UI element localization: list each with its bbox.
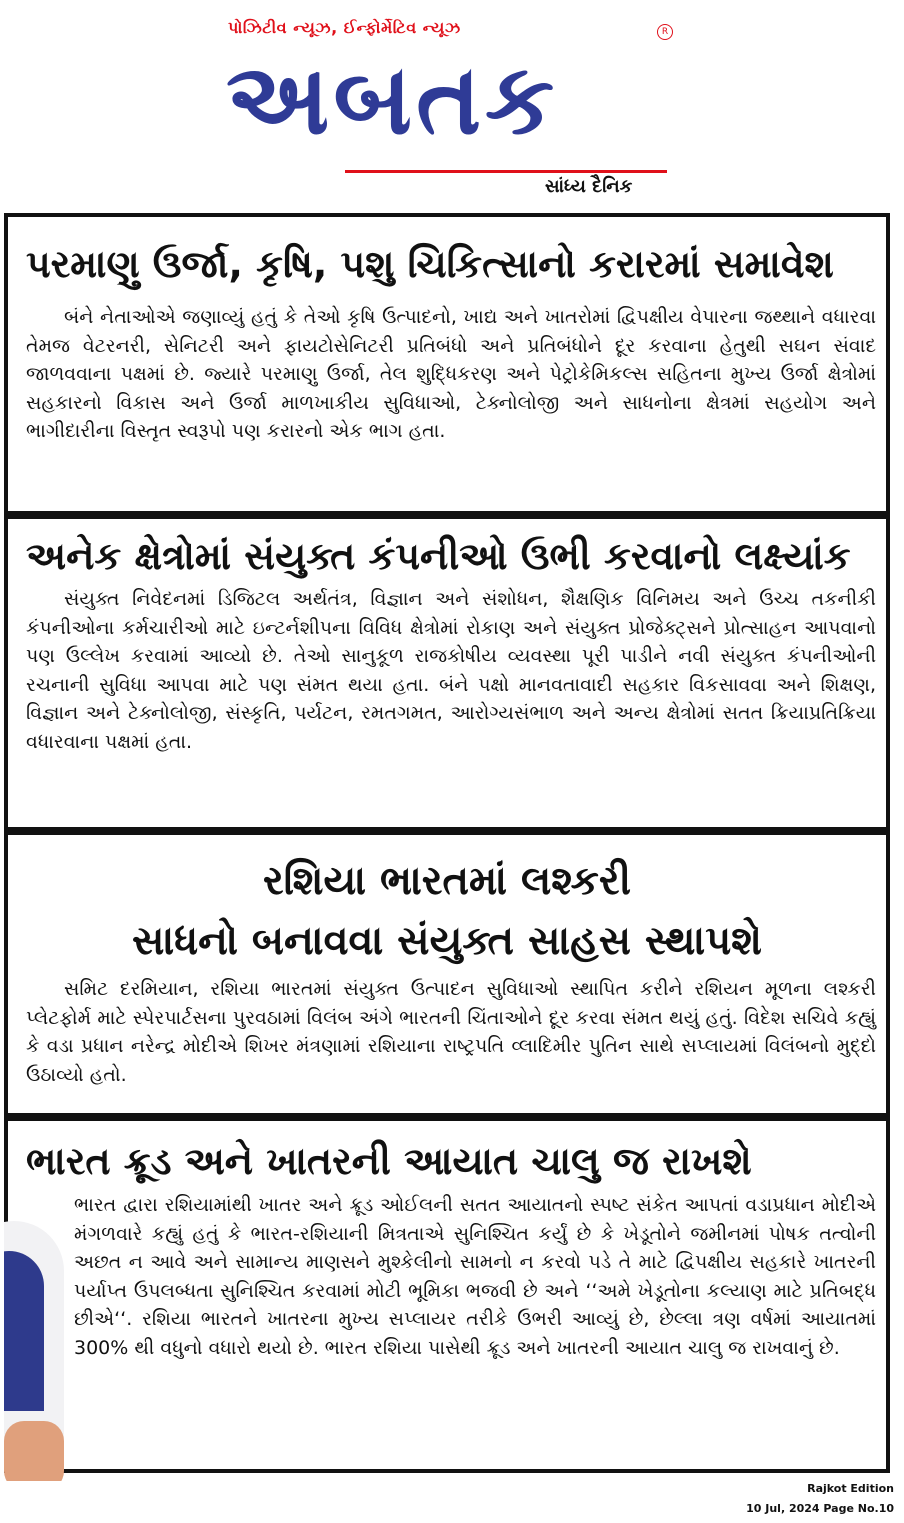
article-body: સમિટ દરમિયાન, રશિયા ભારતમાં સંયુક્ત ઉત્પાદન સુવિધાઓ સ્થાપિત કરીને રશિયન મૂળના લશ્કરી પ્લેટફોર્મ માટે સ્પેરપાર્ટસના પુરવઠામાં વિલંબ અંગે ભારતની ચિંતાઓને દૂર કરવા સંમત થયું હતું. વિદેશ સચિવે કહ્યું કે વડા પ્રધાન નરેન્દ્ર મોદીએ શિખર મંત્રણામાં રશિયાના રાષ્ટ્રપતિ વ્લાદિમીર પુતિન સાથે સપ્લાયમાં વિલંબનો મુદ્દો ઉઠાવ્યો હતો. — [26, 978, 876, 1086]
masthead — [0, 0, 904, 205]
article-crude-fertilizer — [4, 1117, 890, 1473]
article-headline: અનેક ક્ષેત્રોમાં સંયુક્ત કંપનીઓ ઉભી કરવાનો લક્ષ્યાંક — [26, 534, 851, 578]
article-headline: પરમાણુ ઉર્જા, કૃષિ, પશુ ચિકિત્સાનો કરારમાં સમાવેશ — [26, 242, 834, 286]
leader-photo — [4, 1221, 72, 1481]
article-body: બંને નેતાઓએ જણાવ્યું હતું કે તેઓ કૃષિ ઉત્પાદનો, ખાદ્ય અને ખાતરોમાં દ્વિપક્ષીય વેપારના જથ્થાને વધારવા તેમજ વેટરનરી, સેનિટરી અને ફાયટોસેનિટરી પ્રતિબંધો અને પ્રતિબંધોને દૂર કરવાના હેતુથી સઘન સંવાદ જાળવવાના પક્ષમાં છે. જ્યારે પરમાણુ ઉર્જા, તેલ શુદ્ધિકરણ અને પેટ્રોકેમિકલ્સ સહિતના મુખ્ય ઉર્જા ક્ષેત્રોમાં સહકારનો વિકાસ અને ઉર્જા માળખાકીય સુવિધાઓ, ટેક્નોલોજી અને સાધનોના ક્ષેત્રમાં સહયોગ અને ભાગીદારીના વિસ્તૃત સ્વરૂપો પણ કરારનો એક ભાગ હતા. — [26, 306, 876, 442]
edition-name: Rajkot Edition — [807, 1482, 894, 1495]
article-military-venture — [4, 831, 890, 1117]
newspaper-logo: અબતક — [226, 43, 559, 157]
article-nuclear-agriculture — [4, 213, 890, 515]
article-headline: ભારત ક્રૂડ અને ખાતરની આયાત ચાલુ જ રાખશે — [26, 1139, 752, 1183]
article-headline-line2: સાધનો બનાવવા સંયુક્ત સાહસ સ્થાપશે — [131, 918, 763, 964]
logo-subtitle: સાંધ્ય દૈનિક — [545, 176, 633, 197]
logo-underline — [345, 170, 667, 173]
tagline: પોઝિટીવ ન્યૂઝ, ઈન્ફોર્મેટિવ ન્યૂઝ — [228, 18, 461, 37]
article-body: ભારત દ્વારા રશિયામાંથી ખાતર અને ક્રૂડ ઓઈલની સતત આયાતનો સ્પષ્ટ સંકેત આપતાં વડાપ્રધાન મોદીએ મંગળવારે કહ્યું હતું કે ભારત-રશિયાની મિત્રતાએ સુનિશ્ચિત કર્યું છે કે ખેડૂતોને જમીનમાં પોષક તત્વોની અછત ન આવે અને સામાન્ય માણસને મુશ્કેલીનો સામનો ન કરવો પડે તે માટે દ્વિપક્ષીય સહકારે ખાતરની પર્યાપ્ત ઉપલબ્ધતા સુનિશ્ચિત કરવામાં મોટી ભૂમિકા ભજવી છે અને ‘‘અમે ખેડૂતોના કલ્યાણ માટે પ્રતિબદ્ધ છીએ‘‘. રશિયા ભારતને ખાતરના મુખ્ય સપ્લાયર તરીકે ઉભરી આવ્યું છે, છેલ્લા ત્રણ વર્ષમાં આયાતમાં 300% થી વધુનો વધારો થયો છે. ભારત રશિયા પાસેથી ક્રૂડ અને ખાતરની આયાત ચાલુ જ રાખવાનું છે. — [74, 1194, 876, 1359]
article-headline-line1: રશિયા ભારતમાં લશ્કરી — [262, 858, 632, 904]
article-body: સંયુક્ત નિવેદનમાં ડિજિટલ અર્થતંત્ર, વિજ્ઞાન અને સંશોધન, શૈક્ષણિક વિનિમય અને ઉચ્ચ તકનીકી કંપનીઓના કર્મચારીઓ માટે ઇન્ટર્નશીપના વિવિધ ક્ષેત્રોમાં રોકાણ અને સંયુક્ત પ્રોજેક્ટ્સને પ્રોત્સાહન આપવાનો પણ ઉલ્લેખ કરવામાં આવ્યો છે. તેઓ સાનુકૂળ રાજકોષીય વ્યવસ્થા પૂરી પાડીને નવી સંયુક્ત કંપનીઓની રચનાની સુવિધા આપવા માટે પણ સંમત થયા હતા. બંને પક્ષો માનવતાવાદી સહકાર વિકસાવવા અને શિક્ષણ, વિજ્ઞાન અને ટેક્નોલોજી, સંસ્કૃતિ, પર્યટન, રમતગમત, આરોગ્યસંભાળ અને અન્ય ક્ષેત્રોમાં સતત ક્રિયાપ્રતિક્રિયા વધારવાના પક્ષમાં હતા. — [26, 588, 876, 753]
edition-info — [746, 1479, 894, 1519]
registered-mark: R — [657, 24, 673, 40]
edition-date-page: 10 Jul, 2024 Page No.10 — [746, 1502, 894, 1515]
article-joint-companies — [4, 515, 890, 831]
